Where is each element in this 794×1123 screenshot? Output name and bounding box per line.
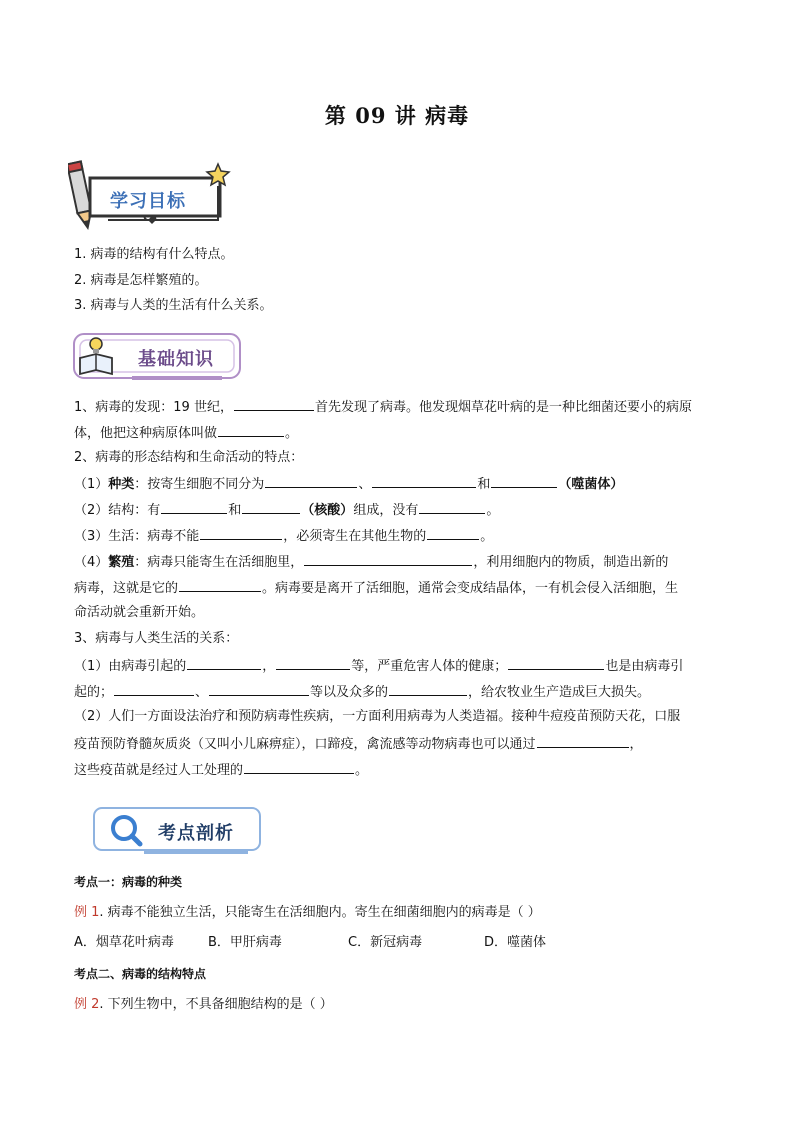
blank[interactable] bbox=[218, 423, 284, 437]
basics-line-3: 2、病毒的形态结构和生命活动的特点： bbox=[74, 450, 304, 465]
basics-line-15: 这些疫苗就是经过人工处理的 。 bbox=[74, 760, 724, 780]
point-2-heading: 考点二、病毒的结构特点 bbox=[74, 967, 207, 981]
section-title-basics: 基础知识 bbox=[138, 349, 214, 370]
blank[interactable] bbox=[161, 500, 227, 514]
basics-line-1: 1、病毒的发现：19 世纪， 首先发现了病毒。他发现烟草花叶病的是一种比细菌还要小的病原 bbox=[74, 397, 724, 417]
basics-line-13: （2）人们一方面设法治疗和预防病毒性疾病，一方面利用病毒为人类造福。接种牛痘疫苗预防天花，口服 bbox=[74, 709, 681, 724]
section-badge-goals bbox=[68, 156, 238, 232]
blank[interactable] bbox=[419, 500, 485, 514]
option-a[interactable]: A．烟草花叶病毒 bbox=[74, 935, 174, 950]
section-title-analysis: 考点剖析 bbox=[158, 823, 234, 844]
blank[interactable] bbox=[179, 578, 261, 592]
goal-1: 1. 病毒的结构有什么特点。 bbox=[74, 247, 234, 262]
basics-line-10: 3、病毒与人类生活的关系： bbox=[74, 631, 239, 646]
section-badge-analysis bbox=[92, 802, 264, 858]
option-b[interactable]: B．甲肝病毒 bbox=[208, 935, 282, 950]
page-title: 第 09 讲 病毒 bbox=[324, 103, 470, 128]
blank[interactable] bbox=[244, 760, 354, 774]
basics-line-14: 疫苗预防脊髓灰质炎（又叫小儿麻痹症），口蹄疫，禽流感等动物病毒也可以通过 ， bbox=[74, 734, 724, 754]
blank[interactable] bbox=[427, 526, 479, 540]
option-d[interactable]: D．噬菌体 bbox=[484, 935, 547, 950]
option-c[interactable]: C．新冠病毒 bbox=[348, 935, 423, 950]
blank[interactable] bbox=[276, 656, 350, 670]
blank[interactable] bbox=[242, 500, 300, 514]
blank[interactable] bbox=[537, 734, 629, 748]
blank[interactable] bbox=[389, 682, 467, 696]
example-number: 例 2 bbox=[74, 997, 100, 1012]
blank[interactable] bbox=[265, 474, 357, 488]
basics-line-2: 体，他把这种病原体叫做 。 bbox=[74, 423, 724, 443]
basics-line-4: （1）种类：按寄生细胞不同分为 、 和 （噬菌体） bbox=[74, 474, 724, 494]
blank[interactable] bbox=[209, 682, 309, 696]
basics-line-5: （2）结构：有 和 （核酸）组成，没有 。 bbox=[74, 500, 724, 520]
section-badge-basics bbox=[72, 330, 244, 384]
example-1: 例 1. 病毒不能独立生活，只能寄生在活细胞内。寄生在细菌细胞内的病毒是（ ） bbox=[74, 905, 541, 920]
blank[interactable] bbox=[304, 552, 472, 566]
goal-2: 2. 病毒是怎样繁殖的。 bbox=[74, 273, 208, 288]
blank[interactable] bbox=[114, 682, 194, 696]
blank[interactable] bbox=[372, 474, 476, 488]
blank[interactable] bbox=[200, 526, 282, 540]
goal-3: 3. 病毒与人类的生活有什么关系。 bbox=[74, 298, 273, 313]
blank[interactable] bbox=[491, 474, 557, 488]
blank[interactable] bbox=[187, 656, 261, 670]
point-1-heading: 考点一：病毒的种类 bbox=[74, 875, 183, 889]
blank[interactable] bbox=[234, 397, 314, 411]
section-title-goals: 学习目标 bbox=[110, 191, 186, 212]
blank[interactable] bbox=[508, 656, 604, 670]
basics-line-8: 病毒，这就是它的 。病毒要是离开了活细胞，通常会变成结晶体，一有机会侵入活细胞，生 bbox=[74, 578, 724, 598]
basics-line-9: 命活动就会重新开始。 bbox=[74, 605, 205, 620]
example-number: 例 1 bbox=[74, 905, 100, 920]
basics-line-11: （1）由病毒引起的 ， 等，严重危害人体的健康； 也是由病毒引 bbox=[74, 656, 724, 676]
basics-line-12: 起的； 、 等以及众多的 ，给农牧业生产造成巨大损失。 bbox=[74, 682, 724, 702]
example-1-options bbox=[74, 934, 724, 952]
basics-line-6: （3）生活：病毒不能 ，必须寄生在其他生物的 。 bbox=[74, 526, 724, 546]
example-2: 例 2. 下列生物中，不具备细胞结构的是（ ） bbox=[74, 997, 333, 1012]
basics-line-7: （4）繁殖：病毒只能寄生在活细胞里， ，利用细胞内的物质，制造出新的 bbox=[74, 552, 724, 572]
